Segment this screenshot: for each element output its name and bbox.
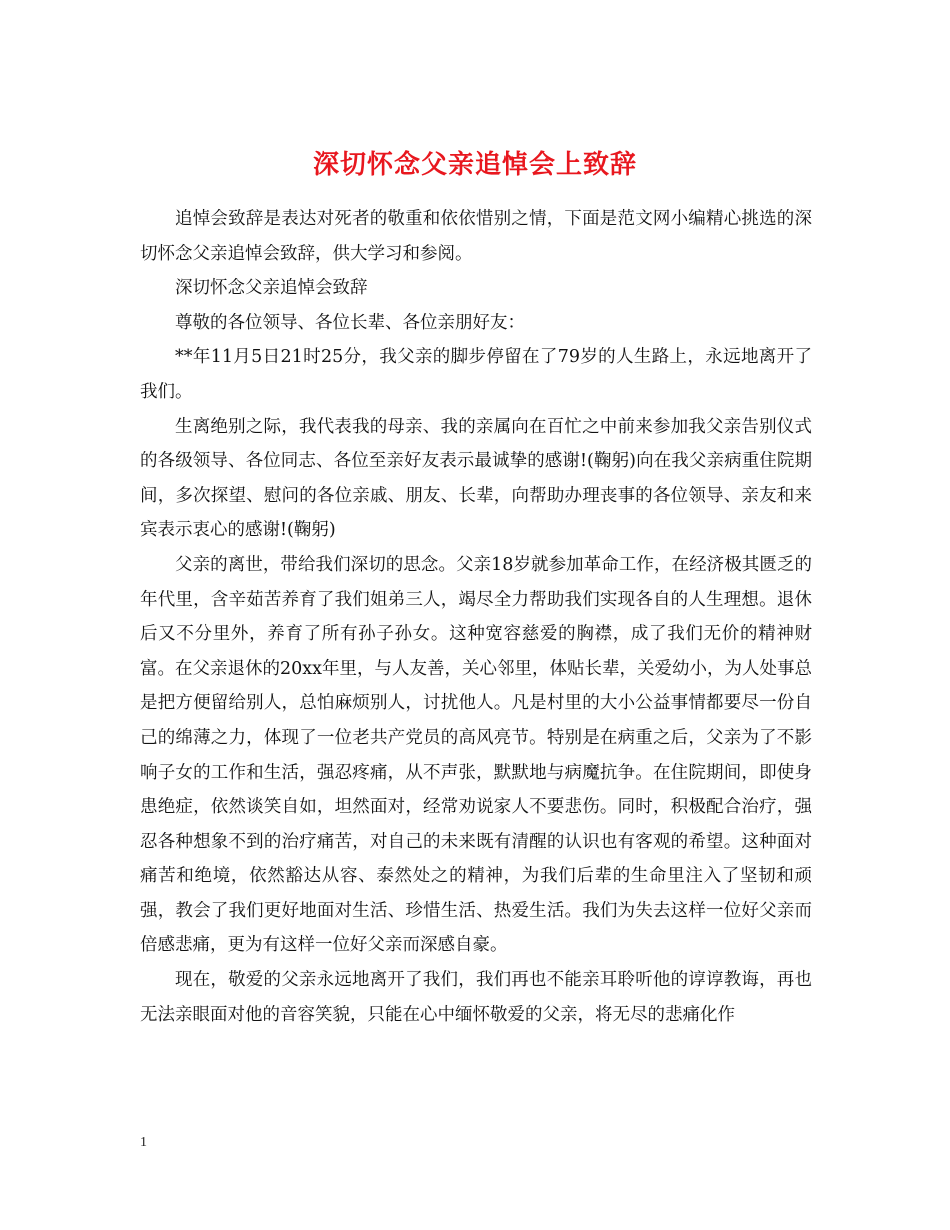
paragraph-intro: 追悼会致辞是表达对死者的敬重和依依惜别之情，下面是范文网小编精心挑选的深切怀念父亲追悼会致辞，供大学习和参阅。	[140, 209, 812, 264]
paragraph-remembrance: 父亲的离世，带给我们深切的思念。父亲18岁就参加革命工作，在经济极其匮乏的年代里，含辛茹苦养育了我们姐弟三人，竭尽全力帮助我们实现各自的人生理想。退休后又不分里外，养育了所有孙子孙女。这种宽容慈爱的胸襟，成了我们无价的精神财富。在父亲退休的20xx年里，与人友善，关心邻里，体贴长辈，关爱幼小，为人处事总是把方便留给别人，总怕麻烦别人，讨扰他人。凡是村里的大小公益事情都要尽一份自己的绵薄之力，体现了一位老共产党员的高风亮节。特别是在病重之后，父亲为了不影响子女的工作和生活，强忍疼痛，从不声张，默默地与病魔抗争。在住院期间，即使身患绝症，依然谈笑自如，坦然面对，经常劝说家人不要悲伤。同时，积极配合治疗，强忍各种想象不到的治疗痛苦，对自己的未来既有清醒的认识也有客观的希望。这种面对痛苦和绝境，依然豁达从容、泰然处之的精神，为我们后辈的生命里注入了坚韧和顽强，教会了我们更好地面对生活、珍惜生活、热爱生活。我们为失去这样一位好父亲而倍感悲痛，更为有这样一位好父亲而深感自豪。	[140, 554, 813, 956]
page-number: 1	[140, 1135, 147, 1150]
paragraph-thanks: 生离绝别之际，我代表我的母亲、我的亲属向在百忙之中前来参加我父亲告别仪式的各级领导、各位同志、各位至亲好友表示最诚挚的感谢!(鞠躬)向在我父亲病重住院期间，多次探望、慰问的各位亲戚、朋友、长辈，向帮助办理丧事的各位领导、亲友和来宾表示衷心的感谢!(鞠躬)	[140, 416, 812, 541]
paragraph-salutation: 尊敬的各位领导、各位长辈、各位亲朋好友：	[175, 312, 525, 333]
document-body	[140, 202, 812, 1032]
paragraph-subtitle: 深切怀念父亲追悼会致辞	[175, 278, 368, 299]
paragraph-announcement: **年11月5日21时25分，我父亲的脚步停留在了79岁的人生路上，永远地离开了我们。	[140, 347, 812, 402]
paragraph-closing: 现在，敬爱的父亲永远地离开了我们，我们再也不能亲耳聆听他的谆谆教诲，再也无法亲眼面对他的音容笑貌，只能在心中缅怀敬爱的父亲，将无尽的悲痛化作	[140, 970, 812, 1025]
document-title: 深切怀念父亲追悼会上致辞	[312, 150, 637, 181]
